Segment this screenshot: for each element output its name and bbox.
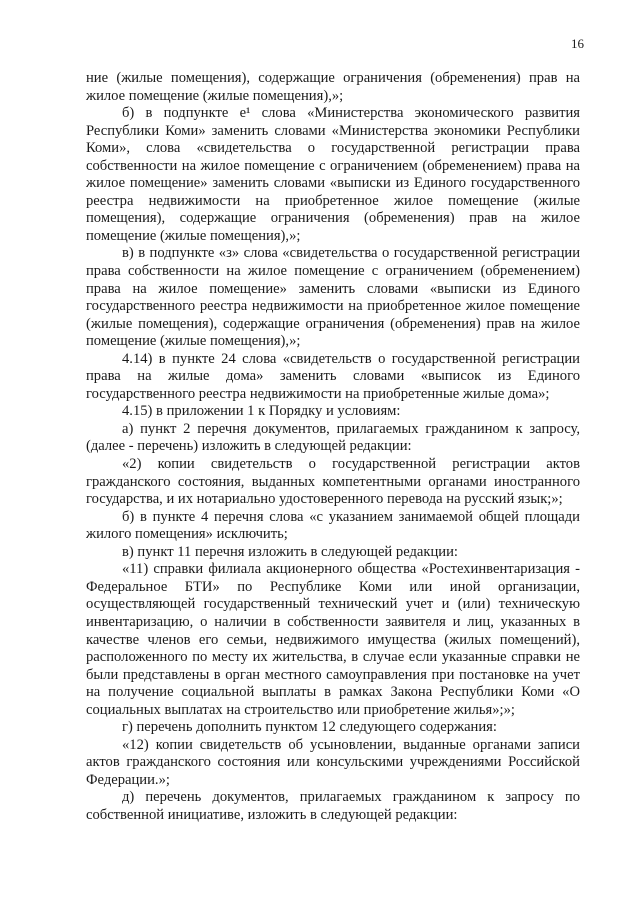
paragraph: г) перечень дополнить пунктом 12 следующего содержания: [122, 719, 497, 736]
paragraph: ние (жилые помещения), содержащие ограничения (обременения) прав на жилое помещение (жилые помещения),»; [86, 70, 580, 104]
paragraph: в) в подпункте «з» слова «свидетельства о государственной регистрации права собственности на жилое помещение с ограничением (обременением) права на жилое помещение» заменить словами «выписки из Единого государственного реестра недвижимости на приобретенное жилое помещение (жилые помещения), содержащие ограничения (обременения) прав на жилое помещение (жилые помещения),»; [86, 245, 580, 350]
paragraph: д) перечень документов, прилагаемых гражданином к запросу по собственной инициативе, изложить в следующей редакции: [86, 789, 580, 823]
page-number: 16 [571, 36, 584, 51]
paragraph: б) в подпункте е¹ слова «Министерства экономического развития Республики Коми» заменить словами «Министерства экономики Республики Коми», слова «свидетельства о государственной регистрации права собственности на жилое помещение с ограничением (обременением) права на жилое помещение» заменить словами «выписки из Единого государственного реестра недвижимости на приобретенное жилое помещение (жилые помещения), содержащие ограничения (обременения) прав на жилое помещение (жилые помещения),»; [86, 105, 580, 244]
paragraph: 4.15) в приложении 1 к Порядку и условиям: [122, 403, 401, 420]
paragraph: «12) копии свидетельств об усыновлении, выданные органами записи актов гражданского состояния или консульскими учреждениями Российской Федерации.»; [86, 736, 580, 788]
paragraph: в) пункт 11 перечня изложить в следующей редакции: [122, 543, 458, 560]
paragraph: «2) копии свидетельств о государственной регистрации актов гражданского состояния, выданных компетентными органами иностранного государства, и их нотариально удостоверенного перевода на русский язык;»; [86, 456, 580, 508]
paragraph: «11) справки филиала акционерного общества «Ростехинвентаризация - Федеральное БТИ» по Республике Коми или иной организации, осуществляющей государственный технический учет и (или) техническую инвентаризацию, о наличии в собственности заявителя и лиц, указанных в качестве членов его семьи, недвижимого имущества (жилых помещений), расположенного по месту их жительства, в случае если указанные справки не были представлены в орган местного самоуправления при постановке на учет на получение социальной выплаты в рамках Закона Республики Коми «О социальных выплатах на строительство или приобретение жилья»;»; [86, 561, 580, 718]
paragraph: 4.14) в пункте 24 слова «свидетельств о государственной регистрации права на жилые дома» заменить словами «выписок из Единого государственного реестра недвижимости на приобретенные жилые дома»; [86, 350, 580, 402]
document-body [86, 70, 580, 825]
paragraph: а) пункт 2 перечня документов, прилагаемых гражданином к запросу, (далее - перечень) изложить в следующей редакции: [86, 420, 580, 455]
paragraph: б) в пункте 4 перечня слова «с указанием занимаемой общей площади жилого помещения» исключить; [86, 508, 580, 543]
